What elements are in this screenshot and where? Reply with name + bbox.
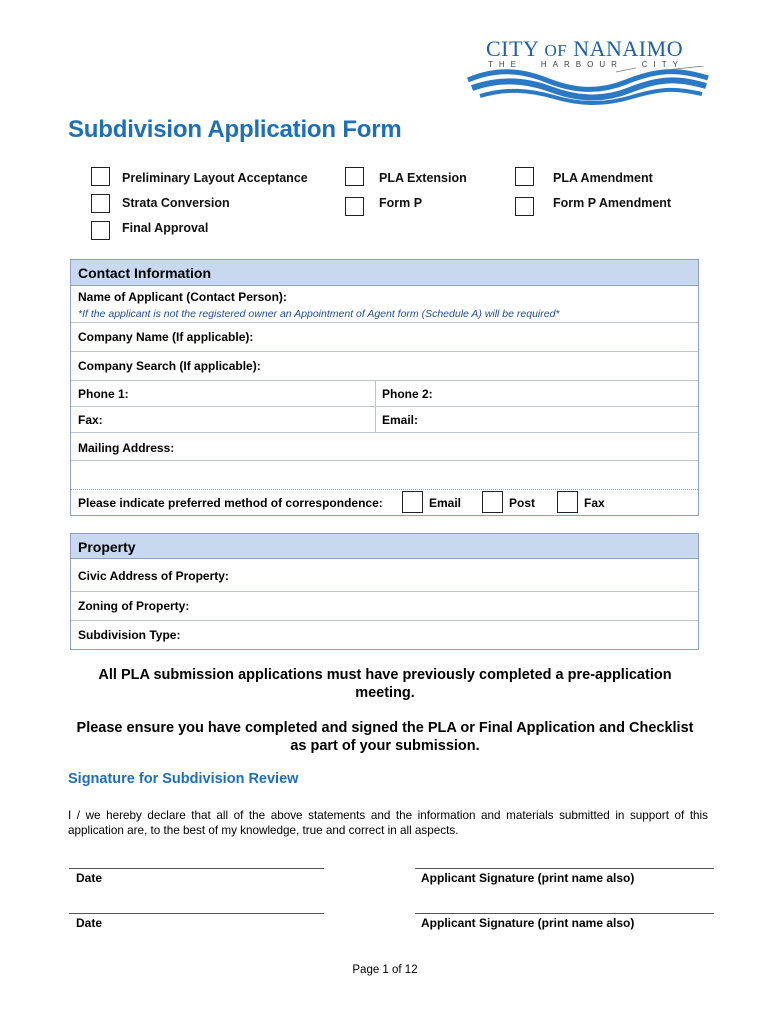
correspondence-row (71, 490, 698, 515)
company-search-row[interactable] (71, 352, 698, 381)
applicant-name-label: Name of Applicant (Contact Person): (78, 290, 287, 304)
signature-heading: Signature for Subdivision Review (68, 771, 299, 787)
zoning-row[interactable] (71, 592, 698, 621)
logo-wordmark (486, 36, 683, 62)
phone1-label[interactable]: Phone 1: (78, 387, 129, 401)
property-section (70, 533, 699, 650)
correspondence-fax-label: Fax (584, 496, 605, 510)
correspondence-post-label: Post (509, 496, 536, 510)
checkbox-label: Preliminary Layout Acceptance (122, 171, 308, 185)
civic-address-row[interactable] (71, 559, 698, 592)
section-heading: Property (71, 534, 698, 559)
company-name-label: Company Name (If applicable): (78, 330, 254, 344)
subdivision-type-row[interactable] (71, 621, 698, 649)
signature-line-1[interactable] (415, 868, 714, 869)
mailing-address-label: Mailing Address: (78, 441, 175, 455)
checkbox-label: Final Approval (122, 221, 209, 235)
company-name-row[interactable] (71, 323, 698, 352)
agent-note: *If the applicant is not the registered owner an Appointment of Agent form (Schedule A) will be required* (78, 308, 560, 320)
column-divider (375, 381, 376, 406)
correspondence-email-label: Email (429, 496, 462, 510)
company-search-label: Company Search (If applicable): (78, 359, 261, 373)
logo-tagline-city: CITY (641, 60, 684, 69)
logo-tagline-the: THE (488, 60, 522, 69)
correspondence-label: Please indicate preferred method of correspondence: (78, 496, 383, 510)
email-label[interactable]: Email: (382, 413, 419, 427)
contact-information-section (70, 259, 699, 516)
logo-word-nanaimo: NANAIMO (573, 36, 684, 61)
fax-email-row (71, 407, 698, 433)
date-line-1[interactable] (69, 868, 324, 869)
checkbox-label: PLA Amendment (553, 171, 653, 185)
checkbox-correspondence-fax[interactable] (557, 491, 578, 513)
checklist-notice: Please ensure you have completed and signed the PLA or Final Application and Checklist as part of your submission. (76, 720, 694, 754)
applicant-name-row[interactable] (71, 286, 698, 323)
checkbox-label: Strata Conversion (122, 196, 230, 210)
checkbox-form-p-amendment[interactable] (515, 197, 534, 216)
applicant-signature-label-1: Applicant Signature (print name also) (421, 871, 635, 885)
mailing-address-line-2[interactable] (71, 461, 698, 490)
page-number: Page 1 of 12 (352, 964, 418, 976)
pre-application-notice: All PLA submission applications must have previously completed a pre-application meeting. (98, 667, 672, 701)
subdivision-type-label: Subdivision Type: (78, 628, 181, 642)
checkbox-label: PLA Extension (379, 171, 467, 185)
mailing-address-row[interactable] (71, 433, 698, 461)
checkbox-correspondence-email[interactable] (402, 491, 423, 513)
checkbox-form-p[interactable] (345, 197, 364, 216)
checkbox-strata-conversion[interactable] (91, 194, 110, 213)
declaration-text: I / we hereby declare that all of the above statements and the information and materials submitted in support of this application are, to the best of my knowledge, true and correct in all aspects. (68, 809, 708, 837)
checkbox-label: Form P Amendment (553, 196, 672, 210)
signature-line-2[interactable] (415, 913, 714, 914)
checkbox-pla-extension[interactable] (345, 167, 364, 186)
civic-address-label: Civic Address of Property: (78, 569, 229, 583)
date-line-2[interactable] (69, 913, 324, 914)
logo-word-city: CITY (486, 36, 539, 61)
applicant-signature-label-2: Applicant Signature (print name also) (421, 916, 635, 930)
page-title: Subdivision Application Form (68, 116, 402, 143)
date-label-2: Date (76, 916, 103, 930)
zoning-label: Zoning of Property: (78, 599, 190, 613)
phone-row (71, 381, 698, 407)
section-heading: Contact Information (71, 260, 698, 286)
logo-wave-icon (466, 66, 710, 106)
checkbox-pla-amendment[interactable] (515, 167, 534, 186)
date-label-1: Date (76, 871, 103, 885)
checkbox-correspondence-post[interactable] (482, 491, 503, 513)
phone2-label[interactable]: Phone 2: (382, 387, 433, 401)
logo-tagline-harbour: HARBOUR (540, 60, 623, 69)
checkbox-preliminary-layout-acceptance[interactable] (91, 167, 110, 186)
logo-word-of: OF (544, 41, 568, 60)
fax-label[interactable]: Fax: (78, 413, 103, 427)
city-logo (466, 36, 710, 106)
checkbox-label: Form P (379, 196, 423, 210)
column-divider (375, 407, 376, 432)
checkbox-final-approval[interactable] (91, 221, 110, 240)
